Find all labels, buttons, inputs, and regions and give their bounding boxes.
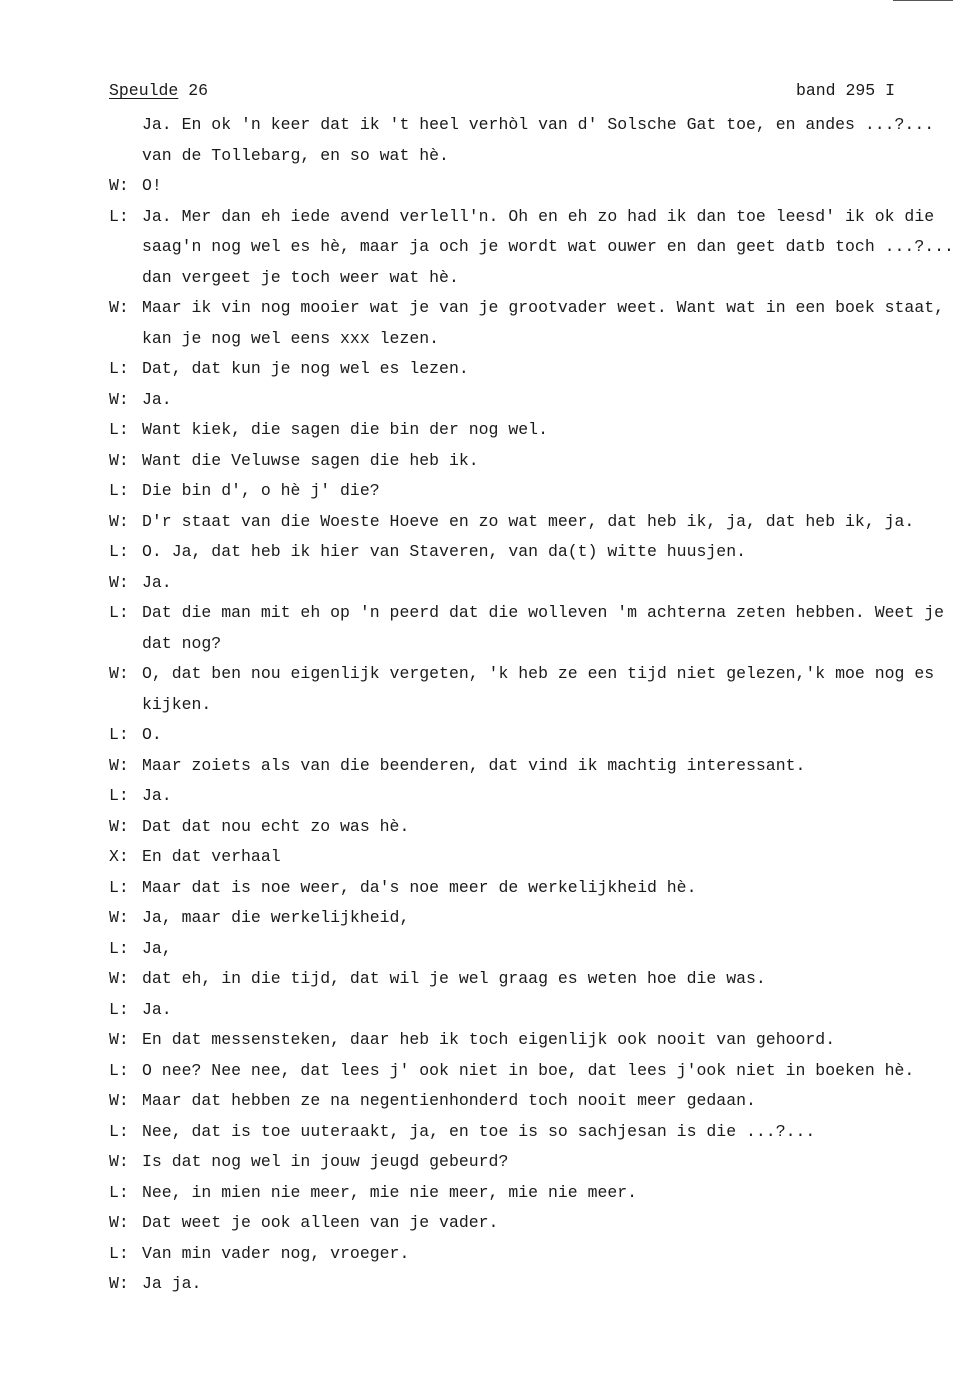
transcript-entry — [109, 568, 964, 599]
speaker-label: L: — [109, 481, 129, 500]
transcript-entry — [109, 964, 964, 995]
utterance-text: Dat weet je ook alleen van je vader. — [142, 1213, 499, 1232]
speaker-label: W: — [109, 1152, 129, 1171]
utterance-text: Die bin d', o hè j' die? — [142, 481, 380, 500]
utterance-text: Nee, in mien nie meer, mie nie meer, mie nie meer. — [142, 1182, 638, 1202]
transcript-entry — [109, 1239, 964, 1270]
transcript-entry — [109, 537, 964, 568]
transcript-entry — [109, 415, 964, 446]
utterance-text: Ja. — [142, 999, 172, 1019]
speaker-label: W: — [109, 755, 129, 775]
utterance-text: En dat messensteken, daar heb ik toch eigenlijk ook nooit van gehoord. — [142, 1030, 836, 1049]
utterance-text: Ja. — [142, 389, 172, 409]
speaker-label: W: — [109, 1274, 129, 1293]
utterance-text: Maar dat hebben ze na negentienhonderd toch nooit meer gedaan. — [142, 1091, 756, 1110]
transcript-entry — [109, 293, 964, 354]
utterance-text: Ja ja. — [142, 1274, 202, 1293]
speaker-label: L: — [109, 206, 129, 226]
transcript-entry — [109, 598, 964, 659]
header-location — [109, 80, 208, 102]
utterance-text: O. Ja, dat heb ik hier van Staveren, van da(t) witte huusjen. — [142, 542, 746, 561]
transcript-entry — [109, 995, 964, 1026]
transcript-entry — [109, 812, 964, 843]
transcript-entry — [109, 202, 964, 294]
speaker-label: L: — [109, 1182, 129, 1202]
utterance-text: Ja. En ok 'n keer dat ik 't heel verhòl van d' Solsche Gat toe, en andes ...?... van de Tollebarg, en so wat hè. — [142, 115, 935, 165]
utterance-text: Ja, — [142, 938, 172, 958]
transcript-entry — [109, 1178, 964, 1209]
speaker-label: W: — [109, 908, 129, 927]
speaker-label: L: — [109, 1121, 129, 1141]
speaker-label: W: — [109, 1030, 129, 1049]
speaker-label: L: — [109, 420, 129, 439]
speaker-label: W: — [109, 1213, 129, 1232]
utterance-text: O nee? Nee nee, dat lees j' ook niet in boe, dat lees j'ook niet in boeken hè. — [142, 1060, 915, 1080]
speaker-label: W: — [109, 298, 129, 317]
speaker-label: L: — [109, 786, 129, 805]
utterance-text: dat eh, in die tijd, dat wil je wel graag es weten hoe die was. — [142, 969, 766, 988]
utterance-text: Want die Veluwse sagen die heb ik. — [142, 450, 479, 470]
speaker-label: L: — [109, 1243, 129, 1263]
transcript — [109, 110, 964, 1300]
utterance-text: Nee, dat is toe uuteraakt, ja, en toe is so sachjesan is die ...?... — [142, 1121, 816, 1141]
transcript-entry — [109, 1056, 964, 1087]
utterance-text: O! — [142, 176, 162, 195]
speaker-label: L: — [109, 877, 129, 897]
transcript-entry — [109, 1086, 964, 1117]
utterance-text: Maar zoiets als van die beenderen, dat vind ik machtig interessant. — [142, 755, 806, 775]
header-band: band 295 I — [795, 81, 895, 100]
speaker-label: W: — [109, 1091, 129, 1110]
speaker-label: W: — [109, 389, 129, 409]
speaker-label: L: — [109, 359, 129, 378]
speaker-label: W: — [109, 664, 129, 683]
utterance-text: En dat verhaal — [142, 847, 281, 866]
transcript-entry — [109, 1208, 964, 1239]
transcript-entry — [109, 446, 964, 477]
speaker-label: W: — [109, 176, 129, 195]
transcript-entry — [109, 934, 964, 965]
speaker-label: L: — [109, 725, 129, 744]
transcript-entry — [109, 751, 964, 782]
transcript-entry — [109, 659, 964, 720]
speaker-label: W: — [109, 450, 129, 470]
transcript-entry — [109, 171, 964, 202]
transcript-entry — [109, 1269, 964, 1300]
speaker-label: L: — [109, 999, 129, 1019]
utterance-text: O, dat ben nou eigenlijk vergeten, 'k heb ze een tijd niet gelezen,'k moe nog es kijken. — [142, 664, 935, 714]
transcript-entry — [109, 873, 964, 904]
utterance-text: D'r staat van die Woeste Hoeve en zo wat meer, dat heb ik, ja, dat heb ik, ja. — [142, 511, 915, 531]
page-header — [109, 80, 895, 102]
speaker-label: W: — [109, 816, 129, 836]
transcript-entry — [109, 507, 964, 538]
header-place-number: 26 — [188, 81, 209, 100]
utterance-text: Dat dat nou echt zo was hè. — [142, 816, 410, 836]
utterance-text: Ja. — [142, 572, 172, 592]
transcript-entry — [109, 1117, 964, 1148]
corner-scan-mark — [893, 0, 953, 5]
speaker-label: W: — [109, 511, 129, 531]
transcript-entry — [109, 720, 964, 751]
utterance-text: Want kiek, die sagen die bin der nog wel. — [142, 420, 548, 439]
transcript-entry — [109, 1025, 964, 1056]
speaker-label: W: — [109, 572, 129, 592]
utterance-text: Maar dat is noe weer, da's noe meer de werkelijkheid hè. — [142, 877, 697, 897]
speaker-label: X: — [109, 847, 129, 866]
utterance-text: Maar ik vin nog mooier wat je van je grootvader weet. Want wat in een boek staat, kan je nog wel eens xxx lezen. — [142, 298, 945, 348]
utterance-text: Ja. — [142, 786, 172, 805]
header-place: Speulde — [109, 81, 179, 100]
speaker-label: W: — [109, 969, 129, 988]
speaker-label: L: — [109, 603, 129, 622]
transcript-entry — [109, 781, 964, 812]
speaker-label: L: — [109, 1060, 129, 1080]
utterance-text: Dat die man mit eh op 'n peerd dat die wolleven 'm achterna zeten hebben. Weet je dat nog? — [142, 603, 945, 653]
utterance-text: Is dat nog wel in jouw jeugd gebeurd? — [142, 1152, 509, 1171]
utterance-text: Ja, maar die werkelijkheid, — [142, 908, 410, 927]
transcript-entry — [109, 110, 964, 171]
transcript-entry — [109, 903, 964, 934]
utterance-text: O. — [142, 725, 162, 744]
utterance-text: Dat, dat kun je nog wel es lezen. — [142, 359, 469, 378]
transcript-entry — [109, 1147, 964, 1178]
transcript-entry — [109, 842, 964, 873]
transcript-entry — [109, 476, 964, 507]
utterance-text: Van min vader nog, vroeger. — [142, 1243, 410, 1263]
transcript-entry — [109, 385, 964, 416]
transcript-entry — [109, 354, 964, 385]
speaker-label: L: — [109, 938, 129, 958]
speaker-label: L: — [109, 542, 129, 561]
utterance-text: Ja. Mer dan eh iede avend verlell'n. Oh en eh zo had ik dan toe leesd' ik ok die saag'n nog wel es hè, maar ja och je wordt wat ouwer en dan geet datb toch ...?... dan vergeet je toch weer wat hè. — [142, 206, 954, 287]
